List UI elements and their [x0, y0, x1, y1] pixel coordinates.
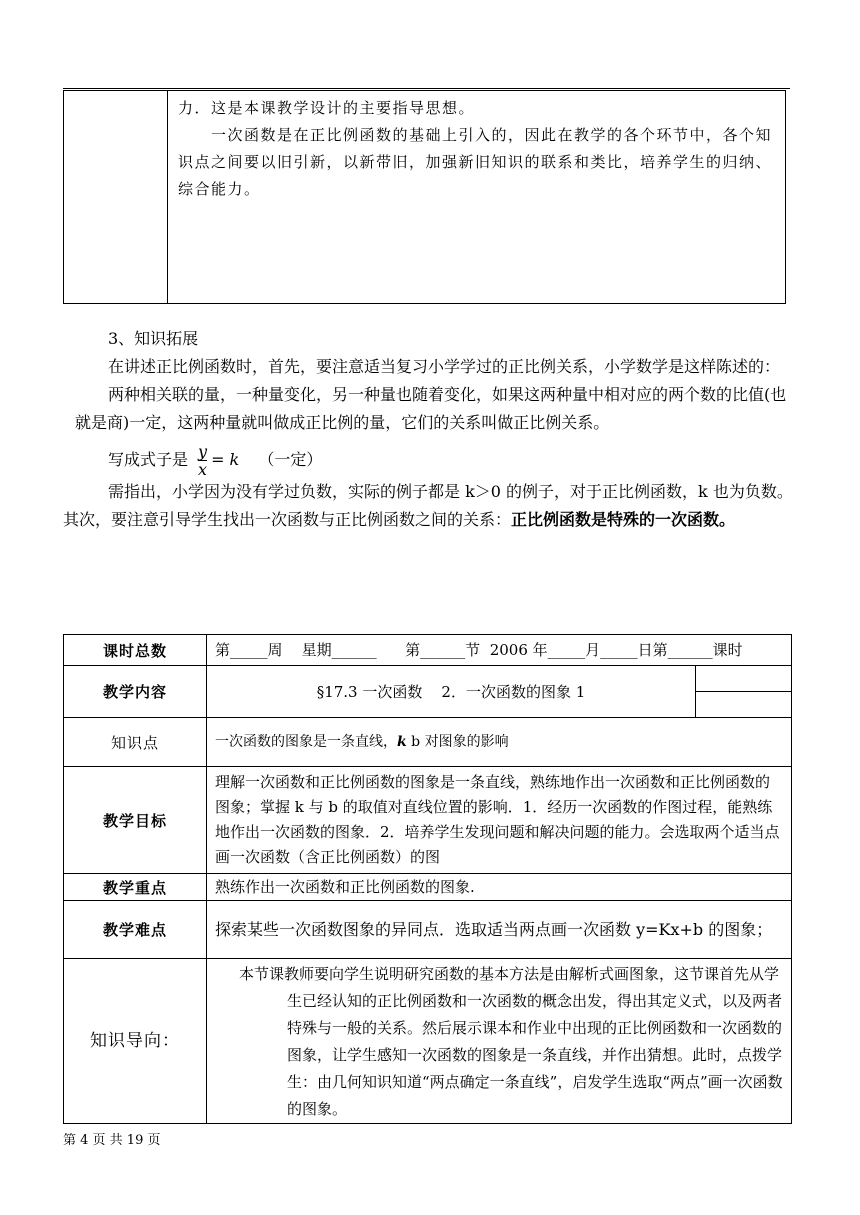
- paragraph-3: 需指出，小学因为没有学过负数，实际的例子都是 k＞0 的例子，对于正比例函数，k 也为负数。: [108, 482, 793, 501]
- row-goal-value: 理解一次函数和正比例函数的图象是一条直线，熟练地作出一次函数和正比例函数的图象；掌握 k 与 b 的取值对直线位置的影响．1．经历一次函数的作图过程，能熟练地作出一次函数的图象．2．培养学生发现问题和解决问题的能力。会选取两个适当点画一次函数（含正比例函数）的图: [207, 767, 792, 874]
- row-content-extra: [696, 666, 792, 718]
- row-knowledge-value: [207, 718, 792, 767]
- paragraph-1: 在讲述正比例函数时，首先，要注意适当复习小学学过的正比例关系，小学数学是这样陈述的：: [108, 357, 781, 376]
- formula-numerator: y: [198, 442, 208, 461]
- continuation-table: [63, 90, 786, 304]
- row-focus-label: 教学重点: [64, 874, 207, 901]
- lesson-table: [63, 634, 792, 1124]
- row-content-label: 教学内容: [64, 666, 207, 718]
- knowledge-text-a: 一次函数的图象是一条直线，: [215, 734, 397, 750]
- formula-suffix: （一定）: [258, 450, 323, 469]
- row-focus-value: 熟练作出一次函数和正比例函数的图象.: [207, 874, 792, 901]
- formula-rhs: = k: [211, 450, 240, 469]
- row-total-value: 第_____周 星期______ 第______节 2006 年_____月_____日第______课时: [207, 635, 792, 666]
- row-knowledge-label: 知识点: [64, 718, 207, 767]
- paragraph-4: [63, 506, 795, 534]
- row-content-value: §17.3 一次函数 2．一次函数的图象 1: [207, 666, 696, 718]
- section-heading: 3、知识拓展: [108, 329, 199, 348]
- knowledge-extension: [63, 325, 795, 534]
- continuation-paragraph: 一次函数是在正比例函数的基础上引入的，因此在教学的各个环节中，各个知识点之间要以旧引新，以新带旧，加强新旧知识的联系和类比，培养学生的归纳、综合能力。: [178, 126, 773, 198]
- page-footer: 第 4 页 共 19 页: [63, 1133, 161, 1148]
- row-difficulty-value: 探索某些一次函数图象的异同点．选取适当两点画一次函数 y=Kx+b 的图象；: [207, 901, 792, 959]
- header-rule: [63, 88, 790, 89]
- row-content-extra-top: [696, 666, 791, 692]
- row-guidance-value: [207, 959, 792, 1124]
- row-total-label: 课时总数: [64, 635, 207, 666]
- continuation-label-cell: [64, 91, 168, 304]
- guidance-text: 本节课教师要向学生说明研究函数的基本方法是由解析式画图象，这节课首先从学生已经认知的正比例函数和一次函数的概念出发，得出其定义式，以及两者特殊与一般的关系。然后展示课本和作业中出现的正比例函数和一次函数的图象，让学生感知一次函数的图象是一条直线，并作出猜想。此时，点拨学生：由几何知识知道“两点确定一条直线”，启发学生选取“两点”画一次函数的图象。: [239, 965, 783, 1118]
- row-guidance-label: 知识导向：: [64, 959, 207, 1124]
- row-goal-label: 教学目标: [64, 767, 207, 874]
- knowledge-k: k: [397, 734, 407, 750]
- formula-prefix: 写成式子是: [108, 450, 189, 469]
- formula-fraction: [198, 443, 207, 478]
- paragraph-4-normal: 其次，要注意引导学生找出一次函数与正比例函数之间的关系：: [63, 510, 512, 529]
- paragraph-4-bold: 正比例函数是特殊的一次函数。: [511, 510, 736, 529]
- row-difficulty-label: 教学难点: [64, 901, 207, 959]
- formula-denominator: x: [198, 460, 208, 479]
- continuation-line: 力．这是本课教学设计的主要指导思想。: [178, 99, 476, 117]
- row-content-extra-bottom: [696, 692, 791, 717]
- continuation-content-cell: [168, 91, 786, 304]
- paragraph-2: 两种相关联的量，一种量变化，另一种量也随着变化，如果这两种量中相对应的两个数的比值(也就是商)一定，这两种量就叫做成正比例的量，它们的关系叫做正比例关系。: [75, 385, 787, 432]
- knowledge-text-b: b 对图象的影响: [406, 734, 509, 750]
- formula-line: [75, 443, 795, 478]
